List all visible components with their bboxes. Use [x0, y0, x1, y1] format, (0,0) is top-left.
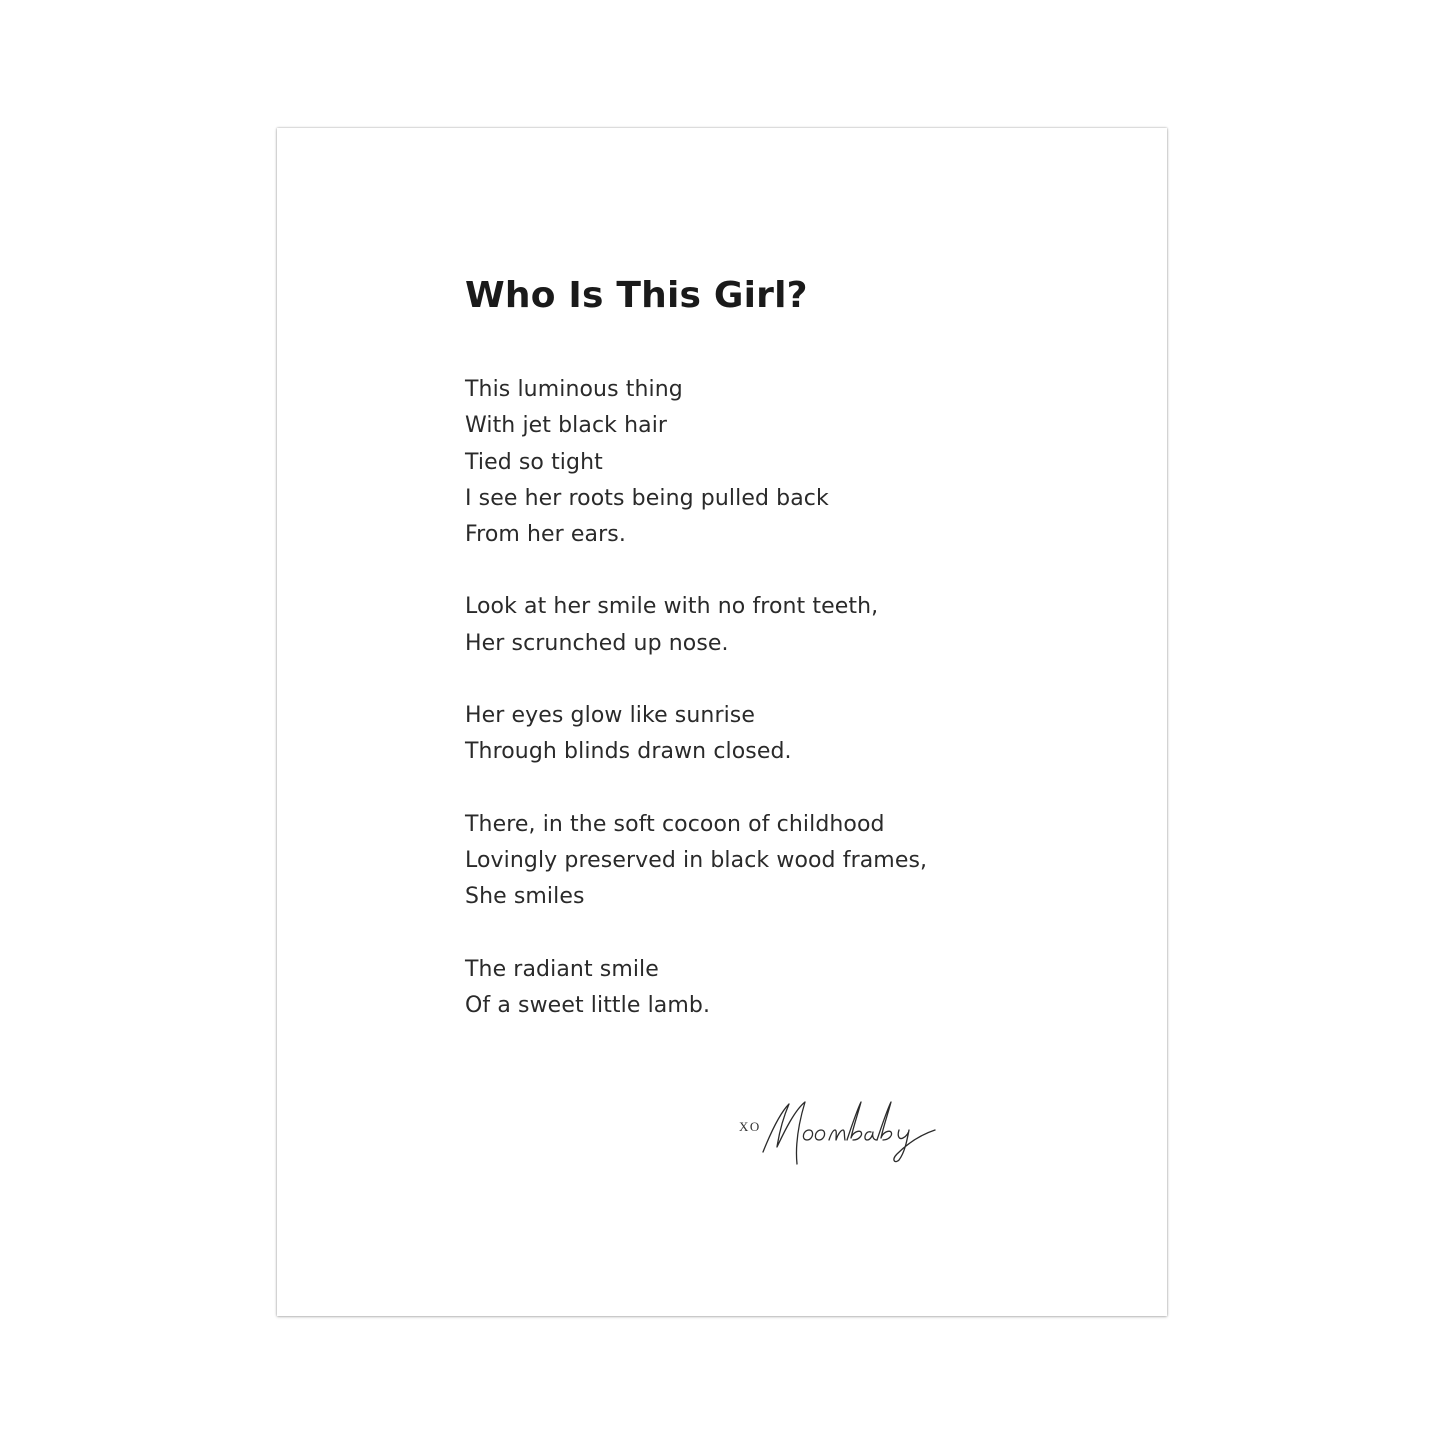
poem-line: Through blinds drawn closed. — [465, 739, 792, 765]
poem-line: I see her roots being pulled back — [465, 485, 829, 511]
stanza-4 — [465, 807, 1025, 916]
poem-line: Her eyes glow like sunrise — [465, 703, 755, 729]
stanza-5 — [465, 952, 1025, 1025]
poem-title: Who Is This Girl? — [465, 275, 808, 316]
signature-icon — [739, 1092, 949, 1174]
svg-text:XO: XO — [739, 1119, 761, 1134]
poem-line: Her scrunched up nose. — [465, 630, 729, 656]
poem-line: The radiant smile — [465, 956, 659, 982]
poem-line: There, in the soft cocoon of childhood — [465, 811, 885, 837]
poem-line: From her ears. — [465, 522, 626, 548]
stanza-1 — [465, 372, 1025, 553]
poem-line: This luminous thing — [465, 377, 683, 402]
poem-line: She smiles — [465, 884, 585, 910]
poem-content — [465, 274, 1025, 1060]
poem-line: Tied so tight — [465, 449, 603, 475]
signature — [739, 1092, 949, 1174]
poem-line: Of a sweet little lamb. — [465, 992, 711, 1018]
poem-page — [277, 128, 1167, 1316]
stanza-2 — [465, 589, 1025, 662]
stanza-3 — [465, 698, 1025, 771]
poem-line: Lovingly preserved in black wood frames, — [465, 847, 928, 873]
poem-line: With jet black hair — [465, 413, 668, 439]
poem-line: Look at her smile with no front teeth, — [465, 594, 879, 620]
